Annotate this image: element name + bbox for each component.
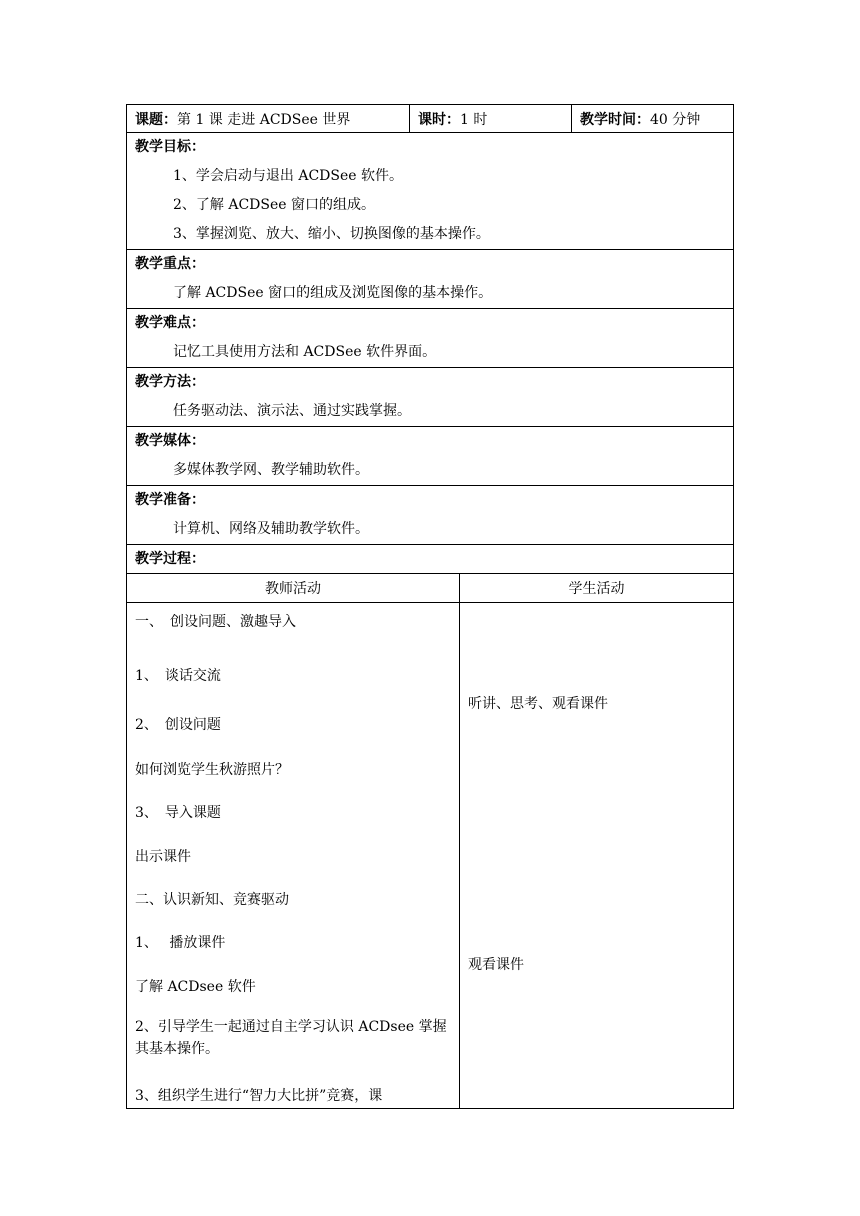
teacher-item: 二、认识新知、竞赛驱动	[135, 892, 289, 908]
section-line: 记忆工具使用方法和 ACDSee 软件界面。	[173, 344, 437, 360]
section-title: 教学重点：	[135, 256, 205, 272]
teacher-activity-column	[127, 603, 460, 1108]
topic-label: 课题：	[135, 111, 177, 128]
hours-value: 1 时	[460, 111, 488, 128]
section-title: 教学媒体：	[135, 433, 205, 449]
process-column-headers	[126, 574, 734, 603]
process-title: 教学过程：	[126, 545, 734, 574]
student-item: 听讲、思考、观看课件	[468, 696, 608, 712]
teacher-item: 如何浏览学生秋游照片？	[135, 762, 289, 778]
teacher-item: 3、组织学生进行“智力大比拼”竞赛，课	[135, 1088, 383, 1104]
header-row	[126, 104, 734, 133]
section-line: 任务驱动法、演示法、通过实践掌握。	[173, 403, 411, 419]
teacher-item: 2、引导学生一起通过自主学习认识 ACDsee 掌握其基本操作。	[135, 1019, 447, 1057]
section-objectives	[126, 133, 734, 250]
section-media	[126, 427, 734, 486]
section-line: 3、掌握浏览、放大、缩小、切换图像的基本操作。	[173, 226, 490, 242]
time-cell	[572, 105, 733, 132]
section-title: 教学难点：	[135, 315, 205, 331]
section-key-points	[126, 250, 734, 309]
section-line: 多媒体教学网、教学辅助软件。	[173, 462, 369, 478]
section-title: 教学方法：	[135, 374, 205, 390]
lesson-plan-table	[126, 104, 734, 1109]
teacher-item: 一、 创设问题、激趣导入	[135, 614, 296, 630]
student-activity-header: 学生活动	[568, 581, 625, 597]
section-line: 1、学会启动与退出 ACDSee 软件。	[173, 168, 404, 184]
topic-value: 第 1 课 走进 ACDSee 世界	[177, 111, 351, 128]
process-body	[126, 603, 734, 1109]
teacher-item: 1、 播放课件	[135, 935, 226, 951]
teacher-item: 1、 谈话交流	[135, 668, 221, 684]
hours-cell	[410, 105, 572, 132]
time-value: 40 分钟	[650, 111, 701, 128]
student-item: 观看课件	[468, 957, 524, 973]
section-methods	[126, 368, 734, 427]
section-line: 了解 ACDSee 窗口的组成及浏览图像的基本操作。	[173, 285, 493, 301]
student-activity-column	[460, 603, 733, 1108]
teacher-item: 2、 创设问题	[135, 717, 221, 733]
teacher-item: 了解 ACDsee 软件	[135, 979, 256, 995]
hours-label: 课时：	[418, 111, 460, 128]
teacher-item: 3、 导入课题	[135, 805, 221, 821]
section-difficulties	[126, 309, 734, 368]
section-preparation	[126, 486, 734, 545]
teacher-activity-header: 教师活动	[127, 574, 460, 602]
teacher-item: 出示课件	[135, 849, 191, 865]
section-line: 2、了解 ACDSee 窗口的组成。	[173, 197, 376, 213]
section-title: 教学目标：	[135, 139, 205, 155]
section-title: 教学准备：	[135, 492, 205, 508]
topic-cell	[127, 105, 410, 132]
section-line: 计算机、网络及辅助教学软件。	[173, 521, 369, 537]
time-label: 教学时间：	[580, 111, 650, 128]
